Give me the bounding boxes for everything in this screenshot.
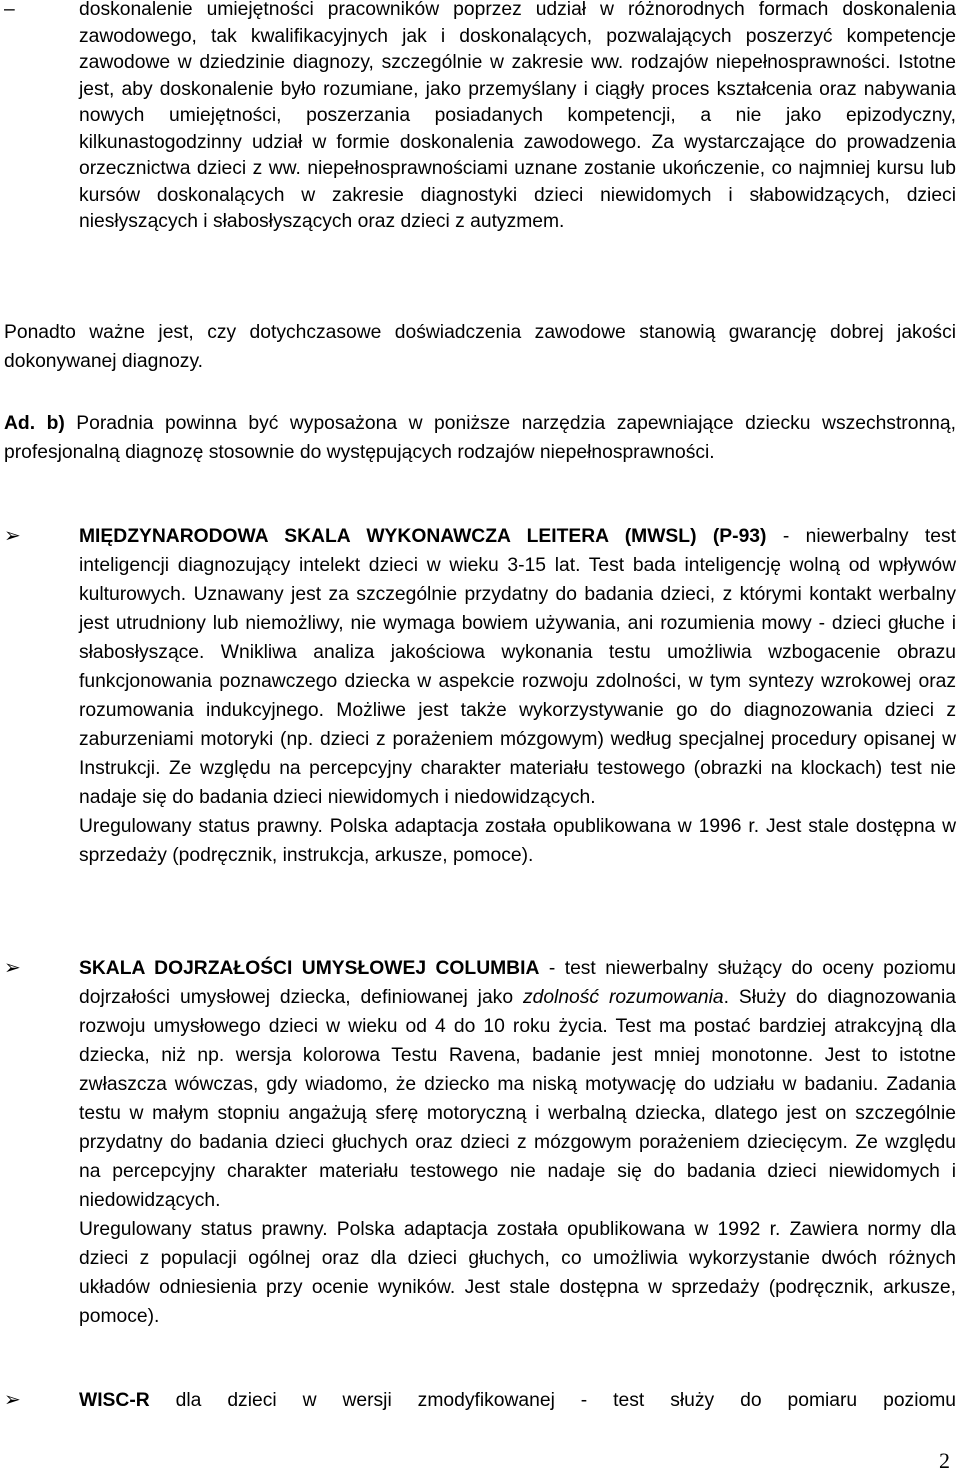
- intro-text-1: doskonalenie umiejętności pracowników poprzez udział w różnorodnych formach doskonalenia zawodowego, tak kwalifikacyjnych jak i doskonalących, pozwalających poszerzyć kompetencje zawodowe w dziedzinie diagnozy, szczególnie w zakresie ww. rodzajów niepełnosprawności.: [79, 0, 956, 73]
- dash-marker: –: [4, 0, 15, 20]
- arrow-bullet-icon: ➢: [4, 1389, 21, 1411]
- bullet-leiter-title: MIĘDZYNARODOWA SKALA WYKONAWCZA LEITERA (MWSL) (P-93): [79, 526, 767, 547]
- bullet-columbia-italic: zdolność rozumowania: [522, 987, 724, 1008]
- arrow-bullet-icon: ➢: [4, 957, 21, 979]
- intro-item-text: [79, 0, 956, 236]
- ad-b-label: Ad. b): [4, 413, 65, 434]
- bullet-wisc-text: [79, 1386, 956, 1415]
- intro-list-item: [4, 0, 956, 236]
- bullet-columbia-status: Uregulowany status prawny. Polska adaptacja została opublikowana w 1992 r. Zawiera normy dla dzieci z populacji ogólnej oraz dla dzieci głuchych, co umożliwia wykorzystanie dwóch różnych układów odniesienia przy ocenie wyników. Jest stale dostępna w sprzedaży (podręcznik, arkusze, pomoce).: [79, 1219, 956, 1327]
- bullet-columbia-title: SKALA DOJRZAŁOŚCI UMYSŁOWEJ COLUMBIA: [79, 958, 540, 979]
- bullet-leiter-status: Uregulowany status prawny. Polska adaptacja została opublikowana w 1996 r. Jest stale dostępna w sprzedaży (podręcznik, instrukcja, arkusze, pomoce).: [79, 816, 956, 866]
- bullet-columbia-desc-1: - test niewerbalny służący do oceny poziomu dojrzałości umysłowej dziecka, definiowanej jako: [79, 958, 956, 1008]
- bullet-leiter-desc: - niewerbalny test inteligencji diagnozujący intelekt dzieci w wieku 3-15 lat. Test bada inteligencję wolną od wpływów kulturowych. Uznawany jest za szczególnie przydatny do badania dzieci, z którymi kontakt werbalny jest utrudniony lub niemożliwy, nie wymaga bowiem używania, ani rozumienia mowy - dzieci głuche i słabosłyszące. Wnikliwa analiza jakościowa wykonania testu umożliwia wzbogacenie obrazu funkcjonowania poznawczego dziecka w aspekcie rozwoju zdolności, w tym syntezy wzrokowej oraz rozumowania indukcyjnego. Możliwe jest także wykorzystywanie go do diagnozowania dzieci z zaburzeniami motoryki (np. dzieci z porażeniem mózgowym) według specjalnej procedury opisanej w Instrukcji. Ze względu na percepcyjny charakter materiału testowego (obrazki na klockach) test nie nadaje się do badania dzieci niewidomych i niedowidzących.: [79, 526, 956, 808]
- bullet-columbia-text: [79, 954, 956, 1331]
- bullet-columbia: [4, 954, 956, 1331]
- intro-text-2: Istotne jest, aby doskonalenie było rozumiane, jako przemyślany i ciągły proces kształcenia oraz nabywania nowych umiejętności, poszerzania posiadanych kompetencji, a nie jako epizodyczny, kilkunastogodzinny udział w formie doskonalenia zawodowego.: [79, 52, 956, 153]
- bullet-leiter-text: [79, 522, 956, 870]
- bullet-wisc: [4, 1386, 956, 1415]
- paragraph-experience: Ponadto ważne jest, czy dotychczasowe doświadczenia zawodowe stanowią gwarancję dobrej jakości dokonywanej diagnozy.: [4, 322, 956, 372]
- ad-b-text: Poradnia powinna być wyposażona w poniższe narzędzia zapewniające dziecku wszechstronną, profesjonalną diagnozę stosownie do występujących rodzajów niepełnosprawności.: [4, 413, 956, 463]
- bullet-wisc-desc: dla dzieci w wersji zmodyfikowanej - test służy do pomiaru poziomu: [149, 1390, 956, 1411]
- paragraph-ad-b: [4, 409, 956, 467]
- arrow-bullet-icon: ➢: [4, 525, 21, 547]
- bullet-wisc-title: WISC-R: [79, 1390, 150, 1411]
- bullet-leiter: [4, 522, 956, 870]
- page-number: 2: [939, 1448, 950, 1473]
- intro-text-3: Za wystarczające do prowadzenia orzecznictwa dzieci z ww. niepełnosprawnościami uznane zostanie ukończenie, co najmniej kursu lub kursów doskonalących w zakresie diagnostyki dzieci niewidomych i słabowidzących, dzieci niesłyszących i słabosłyszących oraz dzieci z autyzmem.: [79, 131, 956, 232]
- bullet-columbia-desc-2: . Służy do diagnozowania rozwoju umysłowego dzieci w wieku od 4 do 10 roku życia. Test ma postać bardziej atrakcyjną dla dziecka, niż np. wersja kolorowa Testu Ravena, badanie jest mniej monotonne. Jest to istotne zwłaszcza wówczas, gdy wiadomo, że dziecko ma niską motywację do udziału w badaniu. Zadania testu w małym stopniu angażują sferę motoryczną i werbalną dziecka, dlatego jest on szczególnie przydatny do badania dzieci głuchych oraz dzieci z mózgowym porażeniem dziecięcym. Ze względu na percepcyjny charakter materiału testowego nie nadaje się do badania dzieci niewidomych i niedowidzących.: [79, 987, 956, 1211]
